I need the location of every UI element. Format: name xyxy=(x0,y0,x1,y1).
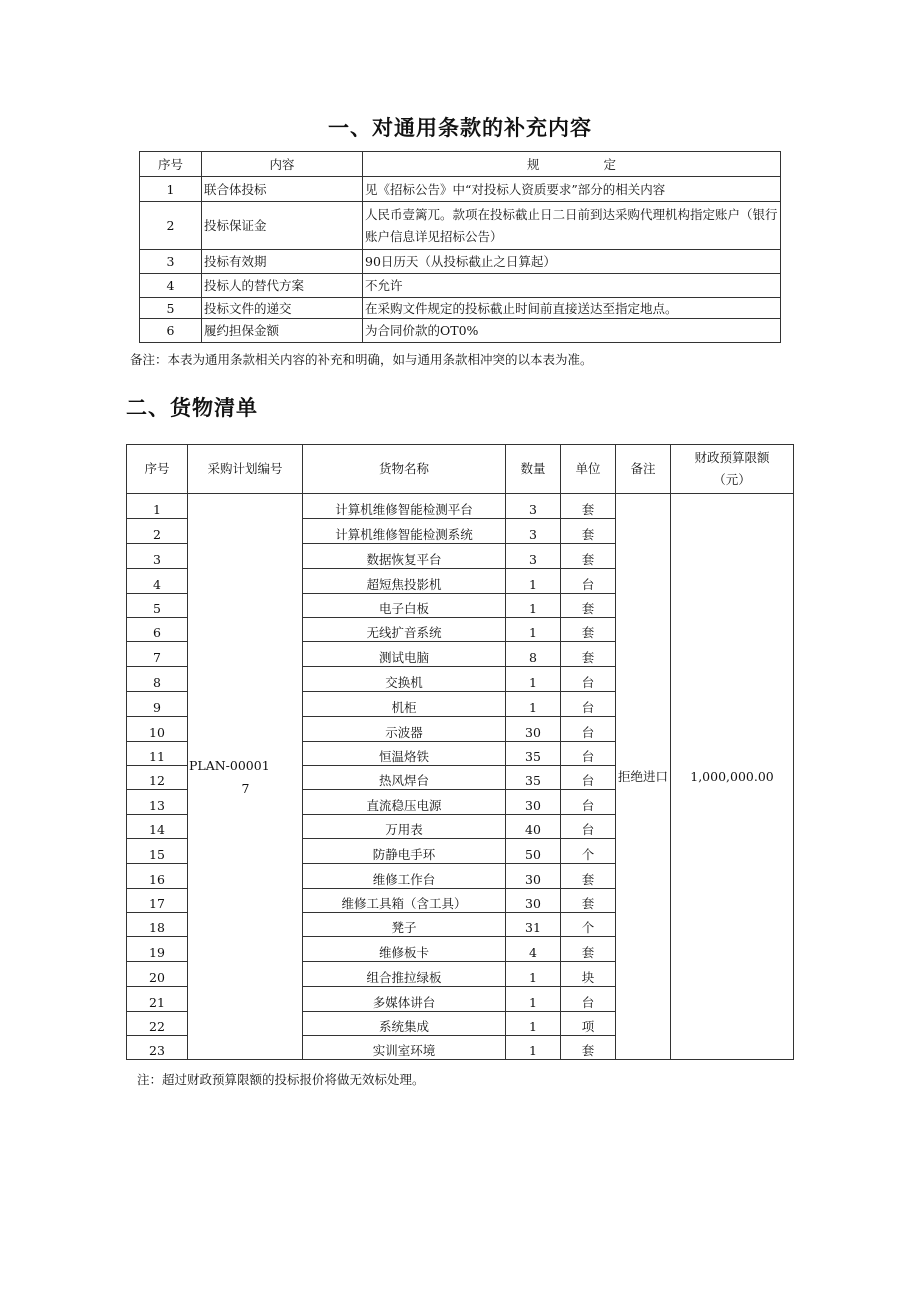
cell-no: 4 xyxy=(140,274,202,298)
cell-qty: 30 xyxy=(506,889,561,913)
header-content: 内容 xyxy=(202,152,363,177)
cell-goods-name: 万用表 xyxy=(303,815,506,839)
cell-no: 5 xyxy=(140,298,202,319)
cell-unit: 块 xyxy=(561,962,616,987)
cell-no: 11 xyxy=(127,742,188,766)
cell-qty: 3 xyxy=(506,544,561,569)
cell-unit: 套 xyxy=(561,494,616,519)
cell-unit: 台 xyxy=(561,815,616,839)
cell-no: 4 xyxy=(127,569,188,594)
cell-no: 17 xyxy=(127,889,188,913)
cell-qty: 1 xyxy=(506,1036,561,1060)
cell-unit: 个 xyxy=(561,913,616,937)
cell-unit: 台 xyxy=(561,742,616,766)
cell-qty: 8 xyxy=(506,642,561,667)
cell-no: 20 xyxy=(127,962,188,987)
cell-goods-name: 交换机 xyxy=(303,667,506,692)
cell-goods-name: 计算机维修智能检测平台 xyxy=(303,494,506,519)
cell-no: 5 xyxy=(127,594,188,618)
header-rule-right: 定 xyxy=(603,156,617,172)
cell-qty: 50 xyxy=(506,839,561,864)
cell-no: 15 xyxy=(127,839,188,864)
cell-no: 9 xyxy=(127,692,188,717)
cell-goods-name: 电子白板 xyxy=(303,594,506,618)
header-no: 序号 xyxy=(127,445,188,494)
table-row xyxy=(140,274,781,298)
cell-unit: 台 xyxy=(561,717,616,742)
cell-goods-name: 维修工具箱（含工具） xyxy=(303,889,506,913)
cell-no: 10 xyxy=(127,717,188,742)
cell-unit: 套 xyxy=(561,889,616,913)
cell-qty: 1 xyxy=(506,569,561,594)
section1-note: 备注：本表为通用条款相关内容的补充和明确，如与通用条款相冲突的以本表为准。 xyxy=(130,352,593,367)
cell-unit: 台 xyxy=(561,987,616,1012)
cell-goods-name: 多媒体讲台 xyxy=(303,987,506,1012)
cell-unit: 台 xyxy=(561,790,616,815)
cell-goods-name: 防静电手环 xyxy=(303,839,506,864)
plan-number-line2: 7 xyxy=(241,780,250,796)
header-remark: 备注 xyxy=(616,445,671,494)
cell-no: 14 xyxy=(127,815,188,839)
cell-no: 19 xyxy=(127,937,188,962)
section1-title: 一、对通用条款的补充内容 xyxy=(328,116,592,140)
cell-qty: 1 xyxy=(506,692,561,717)
cell-no: 7 xyxy=(127,642,188,667)
cell-no: 3 xyxy=(140,250,202,274)
header-name: 货物名称 xyxy=(303,445,506,494)
cell-qty: 1 xyxy=(506,618,561,642)
cell-unit: 套 xyxy=(561,937,616,962)
cell-qty: 1 xyxy=(506,987,561,1012)
cell-unit: 台 xyxy=(561,569,616,594)
cell-unit: 套 xyxy=(561,864,616,889)
table-row xyxy=(140,319,781,343)
cell-qty: 30 xyxy=(506,864,561,889)
cell-rule: 在采购文件规定的投标截止时间前直接送达至指定地点。 xyxy=(363,298,781,319)
cell-unit: 套 xyxy=(561,642,616,667)
cell-goods-name: 维修板卡 xyxy=(303,937,506,962)
cell-qty: 35 xyxy=(506,766,561,790)
cell-qty: 1 xyxy=(506,594,561,618)
cell-qty: 1 xyxy=(506,962,561,987)
cell-rule: 见《招标公告》中“对投标人资质要求”部分的相关内容 xyxy=(363,177,781,202)
cell-goods-name: 组合推拉绿板 xyxy=(303,962,506,987)
cell-item: 投标有效期 xyxy=(202,250,363,274)
cell-goods-name: 数据恢复平台 xyxy=(303,544,506,569)
cell-remark: 拒绝进口 xyxy=(616,494,671,1060)
cell-qty: 3 xyxy=(506,519,561,544)
cell-rule: 人民币壹篱兀。款项在投标截止日二日前到达采购代理机构指定账户（银行账户信息详见招标公告） xyxy=(363,202,781,250)
cell-rule: 为合同价款的OT0% xyxy=(363,319,781,343)
cell-qty: 3 xyxy=(506,494,561,519)
cell-no: 3 xyxy=(127,544,188,569)
cell-plan-number xyxy=(188,494,303,1060)
cell-item: 投标保证金 xyxy=(202,202,363,250)
cell-no: 16 xyxy=(127,864,188,889)
cell-qty: 4 xyxy=(506,937,561,962)
cell-qty: 1 xyxy=(506,1012,561,1036)
section2-title: 二、货物清单 xyxy=(126,396,258,420)
cell-unit: 个 xyxy=(561,839,616,864)
header-budget-line2: （元） xyxy=(713,472,751,487)
table-header-row xyxy=(127,445,794,494)
cell-item: 投标人的替代方案 xyxy=(202,274,363,298)
cell-goods-name: 计算机维修智能检测系统 xyxy=(303,519,506,544)
section2-note: 注：超过财政预算限额的投标报价将做无效标处理。 xyxy=(137,1072,425,1087)
table-row xyxy=(140,177,781,202)
cell-qty: 30 xyxy=(506,790,561,815)
header-budget-line1: 财政预算限额 xyxy=(694,450,770,465)
cell-qty: 1 xyxy=(506,667,561,692)
cell-unit: 台 xyxy=(561,667,616,692)
cell-qty: 31 xyxy=(506,913,561,937)
table-row xyxy=(140,250,781,274)
table-row xyxy=(140,202,781,250)
cell-no: 2 xyxy=(140,202,202,250)
table-header-row xyxy=(140,152,781,177)
cell-no: 22 xyxy=(127,1012,188,1036)
cell-rule: 不允许 xyxy=(363,274,781,298)
cell-goods-name: 测试电脑 xyxy=(303,642,506,667)
cell-goods-name: 热风焊台 xyxy=(303,766,506,790)
cell-budget: 1,000,000.00 xyxy=(671,494,794,1060)
cell-rule: 90日历天（从投标截止之日算起） xyxy=(363,250,781,274)
table-row xyxy=(127,494,794,519)
header-rule xyxy=(363,152,781,177)
cell-goods-name: 凳子 xyxy=(303,913,506,937)
cell-goods-name: 无线扩音系统 xyxy=(303,618,506,642)
cell-no: 21 xyxy=(127,987,188,1012)
cell-unit: 套 xyxy=(561,1036,616,1060)
header-qty: 数量 xyxy=(506,445,561,494)
header-rule-left: 规 xyxy=(526,156,540,172)
cell-no: 1 xyxy=(140,177,202,202)
cell-item: 联合体投标 xyxy=(202,177,363,202)
goods-list-table xyxy=(126,444,794,1060)
table-row xyxy=(140,298,781,319)
cell-unit: 套 xyxy=(561,544,616,569)
cell-no: 1 xyxy=(127,494,188,519)
cell-no: 12 xyxy=(127,766,188,790)
cell-goods-name: 超短焦投影机 xyxy=(303,569,506,594)
cell-qty: 35 xyxy=(506,742,561,766)
cell-goods-name: 维修工作台 xyxy=(303,864,506,889)
cell-no: 2 xyxy=(127,519,188,544)
cell-item: 投标文件的递交 xyxy=(202,298,363,319)
cell-goods-name: 机柜 xyxy=(303,692,506,717)
cell-no: 13 xyxy=(127,790,188,815)
cell-goods-name: 实训室环境 xyxy=(303,1036,506,1060)
cell-no: 6 xyxy=(127,618,188,642)
cell-qty: 40 xyxy=(506,815,561,839)
header-budget xyxy=(671,445,794,494)
cell-no: 23 xyxy=(127,1036,188,1060)
cell-unit: 套 xyxy=(561,618,616,642)
cell-qty: 30 xyxy=(506,717,561,742)
cell-goods-name: 系统集成 xyxy=(303,1012,506,1036)
cell-item: 履约担保金额 xyxy=(202,319,363,343)
plan-number-line1: PLAN-00001 xyxy=(189,757,270,773)
supplementary-terms-table xyxy=(139,151,781,343)
cell-no: 6 xyxy=(140,319,202,343)
cell-unit: 台 xyxy=(561,766,616,790)
header-no: 序号 xyxy=(140,152,202,177)
cell-unit: 套 xyxy=(561,519,616,544)
header-unit: 单位 xyxy=(561,445,616,494)
cell-no: 8 xyxy=(127,667,188,692)
cell-unit: 项 xyxy=(561,1012,616,1036)
cell-no: 18 xyxy=(127,913,188,937)
header-plan: 采购计划编号 xyxy=(188,445,303,494)
cell-unit: 台 xyxy=(561,692,616,717)
cell-goods-name: 示波器 xyxy=(303,717,506,742)
cell-goods-name: 恒温烙铁 xyxy=(303,742,506,766)
cell-unit: 套 xyxy=(561,594,616,618)
cell-goods-name: 直流稳压电源 xyxy=(303,790,506,815)
